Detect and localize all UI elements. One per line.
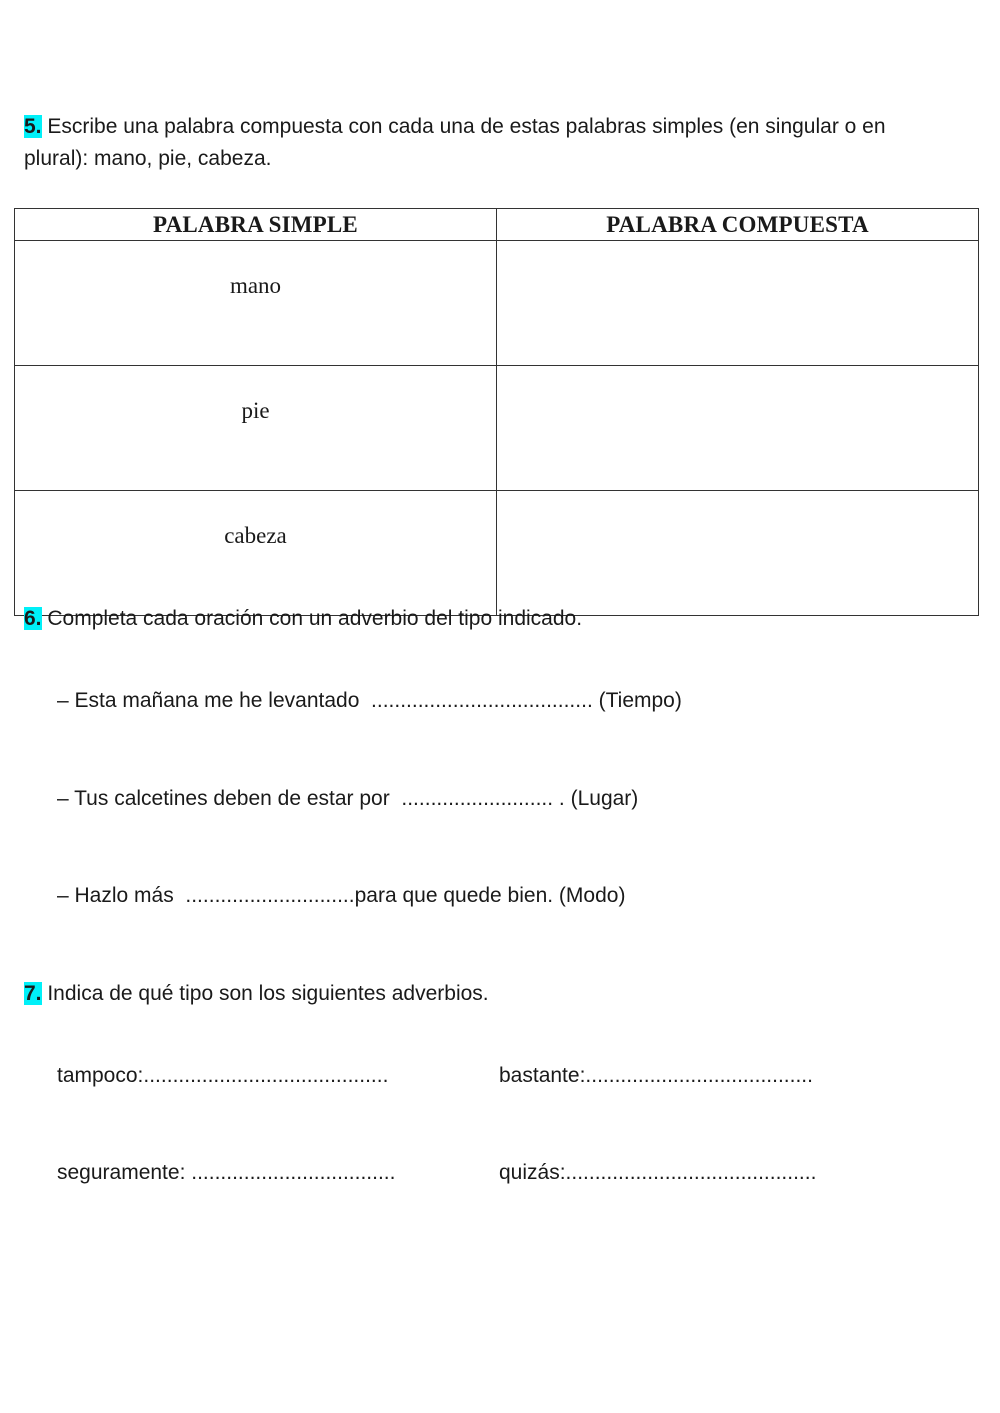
table-header-row: [15, 209, 979, 241]
answer-blank[interactable]: .............................: [185, 884, 355, 907]
answer-blank[interactable]: ..........................................: [143, 1064, 389, 1087]
answer-blank[interactable]: .....................................: [371, 689, 587, 712]
question-7-number: 7.: [24, 982, 42, 1005]
adverb-label: quizás:: [499, 1161, 566, 1184]
adverb-label: bastante:: [499, 1064, 586, 1087]
adverb-item-seguramente: [57, 1159, 395, 1187]
table-row: [15, 241, 979, 366]
simple-word-cell: mano: [15, 241, 497, 366]
compound-words-table: [14, 208, 979, 616]
sentence-text: – Tus calcetines deben de estar por: [57, 787, 402, 810]
sentence-place: [57, 785, 638, 813]
adverb-item-tampoco: [57, 1062, 388, 1090]
sentence-manner: [57, 882, 625, 910]
question-7-text: Indica de qué tipo son los siguientes adverbios.: [41, 982, 489, 1005]
question-7: [24, 978, 489, 1010]
compound-word-answer-cell[interactable]: [497, 366, 979, 491]
compound-word-answer-cell[interactable]: [497, 241, 979, 366]
answer-blank[interactable]: ...................................: [191, 1161, 396, 1184]
question-6-text: Completa cada oración con un adverbio del tipo indicado.: [41, 607, 583, 630]
sentence-hint: . (Tiempo): [586, 689, 682, 712]
adverb-label: seguramente:: [57, 1161, 192, 1184]
question-6: [24, 603, 582, 635]
sentence-hint: para que quede bien. (Modo): [354, 884, 626, 907]
question-5-text: Escribe una palabra compuesta con cada una de estas palabras simples (en singular o en plural): mano, pie, cabeza.: [24, 115, 886, 170]
header-simple-word: PALABRA SIMPLE: [15, 209, 497, 241]
question-5-number: 5.: [24, 115, 42, 138]
simple-word-cell: pie: [15, 366, 497, 491]
sentence-text: – Hazlo más: [57, 884, 186, 907]
adverb-item-bastante: [499, 1062, 813, 1090]
compound-word-answer-cell[interactable]: [497, 491, 979, 616]
header-compound-word: PALABRA COMPUESTA: [497, 209, 979, 241]
sentence-hint: . (Lugar): [553, 787, 639, 810]
adverb-item-quizas: [499, 1159, 816, 1187]
sentence-time: [57, 687, 682, 715]
table-row: [15, 491, 979, 616]
answer-blank[interactable]: ..........................: [401, 787, 554, 810]
answer-blank[interactable]: ...........................................: [565, 1161, 817, 1184]
adverb-label: tampoco:: [57, 1064, 144, 1087]
sentence-text: – Esta mañana me he levantado: [57, 689, 372, 712]
question-6-number: 6.: [24, 607, 42, 630]
answer-blank[interactable]: .......................................: [585, 1064, 813, 1087]
table-row: [15, 366, 979, 491]
question-5: [24, 111, 924, 175]
simple-word-cell: cabeza: [15, 491, 497, 616]
